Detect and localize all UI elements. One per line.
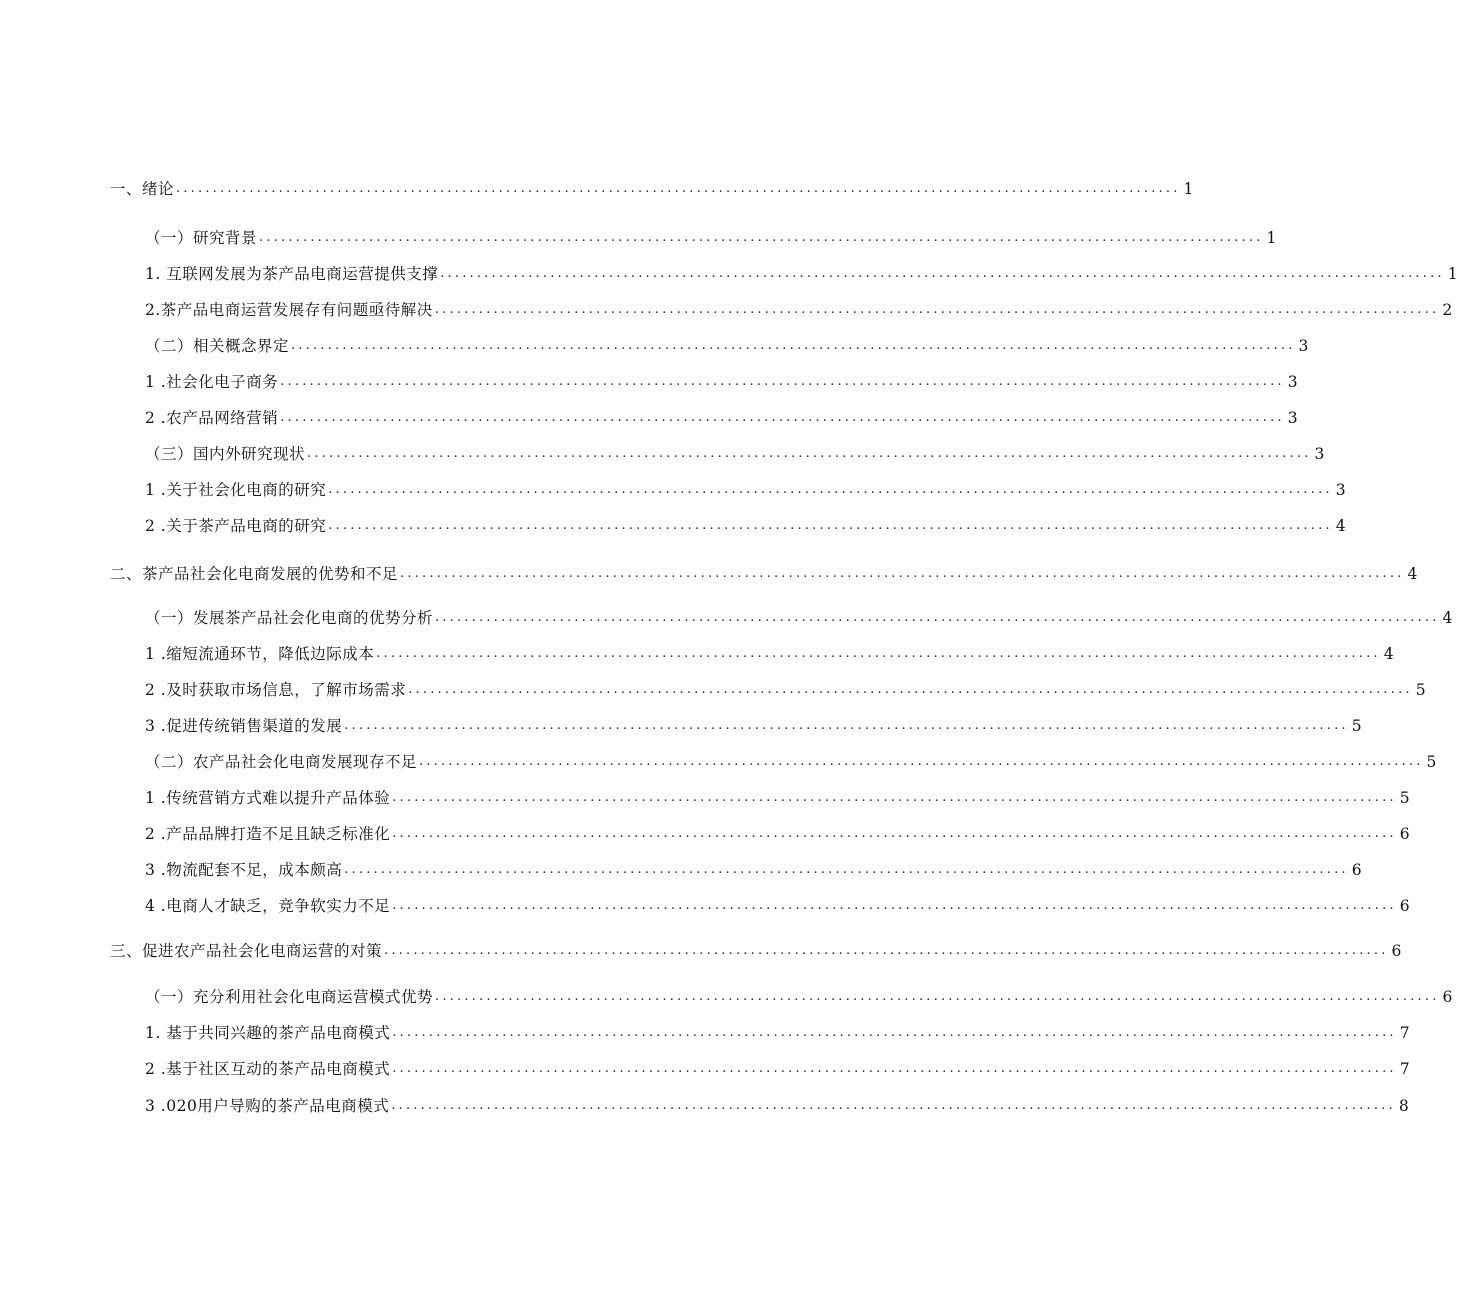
- toc-entry-label: （一）发展茶产品社会化电商的优势分析: [145, 609, 434, 627]
- toc-entry[interactable]: [145, 226, 1277, 250]
- toc-entry[interactable]: [145, 714, 1362, 738]
- toc-entry[interactable]: [145, 262, 1458, 286]
- toc-entry[interactable]: [110, 177, 1194, 201]
- toc-page-number: 5: [1415, 681, 1426, 699]
- toc-page-number: 6: [1391, 942, 1402, 960]
- toc-entry-label: 3 .020用户导购的茶产品电商模式: [145, 1097, 390, 1115]
- toc-entry[interactable]: [145, 678, 1426, 702]
- toc-dot-leader: .........................................................................................................................................: [408, 682, 1413, 697]
- toc-entry-label: 1. 互联网发展为茶产品电商运营提供支撑: [145, 265, 439, 283]
- toc-entry-label: 3 .促进传统销售渠道的发展: [145, 717, 343, 735]
- toc-entry-label: 2 .产品品牌打造不足且缺乏标准化: [145, 825, 391, 843]
- toc-entry[interactable]: [145, 606, 1453, 630]
- toc-dot-leader: .........................................................................................................................................: [344, 718, 1349, 733]
- toc-page-number: 4: [1407, 565, 1418, 583]
- toc-dot-leader: .........................................................................................................................................: [280, 374, 1285, 389]
- toc-page-number: 3: [1287, 373, 1298, 391]
- toc-page-number: 7: [1399, 1060, 1410, 1078]
- toc-entry[interactable]: [145, 786, 1410, 810]
- toc-dot-leader: .........................................................................................................................................: [291, 338, 1296, 353]
- toc-page-number: 4: [1383, 645, 1394, 663]
- toc-entry-label: 二、茶产品社会化电商发展的优势和不足: [110, 565, 399, 583]
- toc-entry-label: 2 .农产品网络营销: [145, 409, 279, 427]
- toc-dot-leader: .........................................................................................................................................: [376, 646, 1381, 661]
- toc-page-number: 1: [1266, 229, 1277, 247]
- toc-page-number: 1: [1447, 265, 1458, 283]
- toc-dot-leader: .........................................................................................................................................: [176, 181, 1181, 196]
- toc-entry-label: 1. 基于共同兴趣的茶产品电商模式: [145, 1024, 391, 1042]
- toc-dot-leader: .........................................................................................................................................: [392, 790, 1397, 805]
- toc-dot-leader: .........................................................................................................................................: [435, 989, 1440, 1004]
- toc-entry[interactable]: [145, 298, 1453, 322]
- toc-entry[interactable]: [145, 822, 1410, 846]
- toc-entry[interactable]: [145, 514, 1346, 538]
- toc-page-number: 2: [1442, 301, 1453, 319]
- toc-dot-leader: .........................................................................................................................................: [435, 610, 1440, 625]
- toc-entry-label: 3 .物流配套不足，成本颇高: [145, 861, 343, 879]
- toc-page-number: 5: [1351, 717, 1362, 735]
- toc-entry-label: （三）国内外研究现状: [145, 445, 306, 463]
- toc-page-number: 5: [1426, 753, 1437, 771]
- toc-page-number: 6: [1351, 861, 1362, 879]
- toc-entry-label: 三、促进农产品社会化电商运营的对策: [110, 942, 383, 960]
- toc-entry[interactable]: [110, 939, 1402, 963]
- toc-entry[interactable]: [145, 642, 1394, 666]
- toc-entry[interactable]: [110, 562, 1418, 586]
- toc-dot-leader: .........................................................................................................................................: [419, 754, 1424, 769]
- toc-page-number: 6: [1399, 825, 1410, 843]
- toc-dot-leader: .........................................................................................................................................: [259, 230, 1264, 245]
- toc-entry-label: 一、绪论: [110, 180, 175, 198]
- toc-entry-label: 1 .关于社会化电商的研究: [145, 481, 327, 499]
- toc-entry[interactable]: [145, 334, 1309, 358]
- toc-entry-label: 2 .及时获取市场信息，了解市场需求: [145, 681, 407, 699]
- toc-page-number: 7: [1399, 1024, 1410, 1042]
- toc-page-number: 6: [1442, 988, 1453, 1006]
- toc-dot-leader: .........................................................................................................................................: [392, 1025, 1397, 1040]
- toc-entry[interactable]: [145, 478, 1346, 502]
- toc-dot-leader: .........................................................................................................................................: [440, 266, 1445, 281]
- toc-entry[interactable]: [145, 1021, 1410, 1045]
- toc-entry-label: 4 .电商人才缺乏，竞争软实力不足: [145, 897, 391, 915]
- toc-page-number: 3: [1335, 481, 1346, 499]
- toc-dot-leader: .........................................................................................................................................: [328, 482, 1333, 497]
- toc-page-number: 8: [1398, 1097, 1409, 1115]
- toc-page-number: 3: [1298, 337, 1309, 355]
- toc-entry[interactable]: [145, 442, 1325, 466]
- toc-dot-leader: .........................................................................................................................................: [328, 518, 1333, 533]
- toc-entry-label: （二）农产品社会化电商发展现存不足: [145, 753, 418, 771]
- toc-entry[interactable]: [145, 406, 1298, 430]
- toc-entry[interactable]: [145, 1057, 1410, 1081]
- toc-page-number: 3: [1287, 409, 1298, 427]
- toc-dot-leader: .........................................................................................................................................: [280, 410, 1285, 425]
- toc-dot-leader: .........................................................................................................................................: [392, 826, 1397, 841]
- toc-entry[interactable]: [145, 894, 1410, 918]
- toc-entry-label: （一）研究背景: [145, 229, 258, 247]
- toc-entry-label: 1 .缩短流通环节，降低边际成本: [145, 645, 375, 663]
- toc-entry-label: 2 .关于茶产品电商的研究: [145, 517, 327, 535]
- toc-dot-leader: .........................................................................................................................................: [307, 446, 1312, 461]
- toc-entry-label: 1 .社会化电子商务: [145, 373, 279, 391]
- toc-entry[interactable]: [145, 1094, 1409, 1118]
- toc-entry[interactable]: [145, 370, 1298, 394]
- toc-entry[interactable]: [145, 750, 1437, 774]
- toc-entry-label: 1 .传统营销方式难以提升产品体验: [145, 789, 391, 807]
- toc-dot-leader: .........................................................................................................................................: [392, 898, 1397, 913]
- toc-entry-label: （二）相关概念界定: [145, 337, 290, 355]
- toc-entry[interactable]: [145, 985, 1453, 1009]
- toc-page-number: 6: [1399, 897, 1410, 915]
- toc-dot-leader: .........................................................................................................................................: [391, 1098, 1396, 1113]
- toc-dot-leader: .........................................................................................................................................: [384, 943, 1389, 958]
- toc-dot-leader: .........................................................................................................................................: [434, 302, 1440, 317]
- toc-dot-leader: .........................................................................................................................................: [392, 1061, 1397, 1076]
- toc-dot-leader: .........................................................................................................................................: [344, 862, 1349, 877]
- toc-entry-label: （一）充分利用社会化电商运营模式优势: [145, 988, 434, 1006]
- toc-entry-label: 2 .基于社区互动的茶产品电商模式: [145, 1060, 391, 1078]
- toc-entry[interactable]: [145, 858, 1362, 882]
- toc-page-number: 5: [1399, 789, 1410, 807]
- toc-page-number: 4: [1335, 517, 1346, 535]
- toc-entry-label: 2.茶产品电商运营发展存有问题亟待解决: [145, 301, 433, 319]
- toc-page-number: 4: [1442, 609, 1453, 627]
- toc-page-number: 3: [1314, 445, 1325, 463]
- toc-dot-leader: .........................................................................................................................................: [400, 566, 1405, 581]
- toc-page-number: 1: [1183, 180, 1194, 198]
